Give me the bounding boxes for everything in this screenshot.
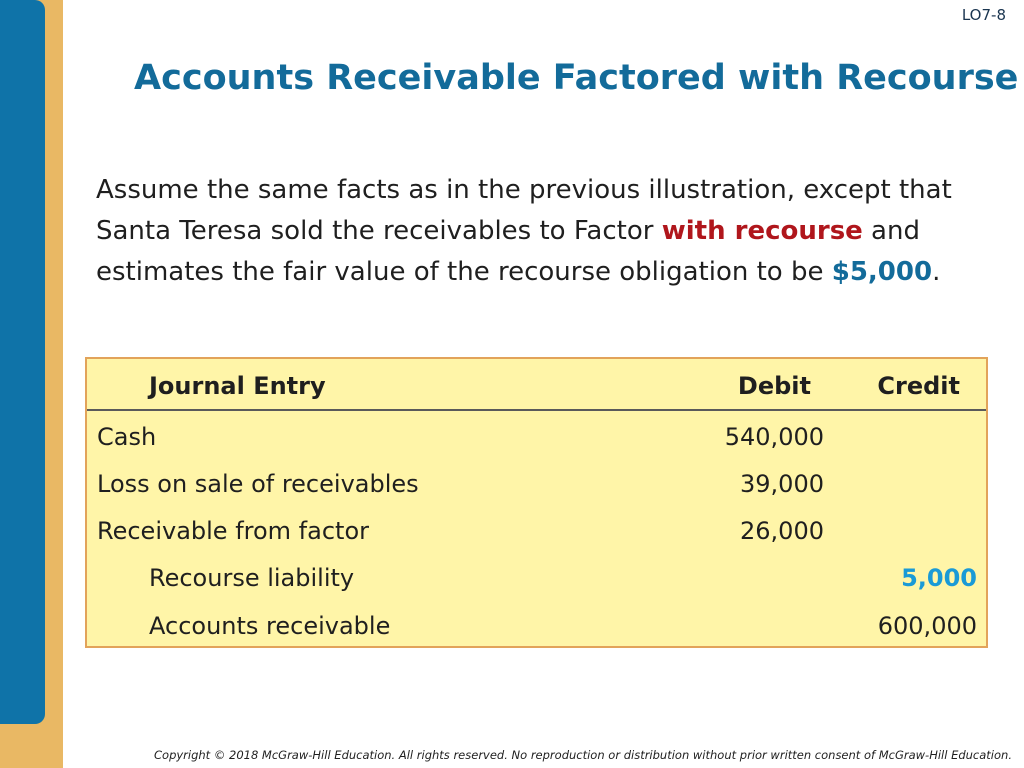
intro-highlight-recourse: with recourse (661, 216, 863, 246)
journal-row (87, 608, 986, 644)
journal-row (87, 419, 986, 455)
journal-account: Loss on sale of receivables (97, 470, 419, 498)
header-divider (87, 409, 986, 411)
journal-account: Receivable from factor (97, 517, 369, 545)
journal-debit: 26,000 (740, 517, 824, 545)
journal-entry-table (85, 357, 988, 648)
journal-account: Cash (97, 423, 157, 451)
slide-title: Accounts Receivable Factored with Recourse (134, 58, 1019, 98)
intro-text-part3: . (932, 257, 941, 287)
journal-account: Accounts receivable (149, 612, 391, 640)
journal-row (87, 560, 986, 596)
journal-credit: 600,000 (877, 612, 977, 640)
intro-text-part1: Assume the same facts as in the previous illustration, except that Santa Teresa sold the receivables to Factor (96, 175, 952, 246)
learning-objective-tag: LO7-8 (961, 6, 1006, 24)
intro-text-part2: and estimates the fair value of the recourse obligation to be (96, 216, 920, 287)
journal-header-row (87, 368, 986, 404)
journal-account: Recourse liability (149, 564, 355, 592)
journal-debit: 39,000 (740, 470, 824, 498)
header-credit: Credit (877, 372, 960, 400)
journal-debit: 540,000 (724, 423, 824, 451)
journal-row (87, 513, 986, 549)
journal-credit: 5,000 (901, 564, 977, 592)
copyright-footer: Copyright © 2018 McGraw-Hill Education. All rights reserved. No reproduction or distribution without prior written consent of McGraw-Hill Education. (154, 748, 1012, 762)
header-debit: Debit (737, 372, 811, 400)
header-journal-entry: Journal Entry (149, 372, 326, 400)
journal-row (87, 466, 986, 502)
intro-highlight-amount: $5,000 (831, 257, 933, 287)
sidebar-blue-stripe (0, 0, 45, 724)
intro-paragraph (96, 170, 976, 293)
